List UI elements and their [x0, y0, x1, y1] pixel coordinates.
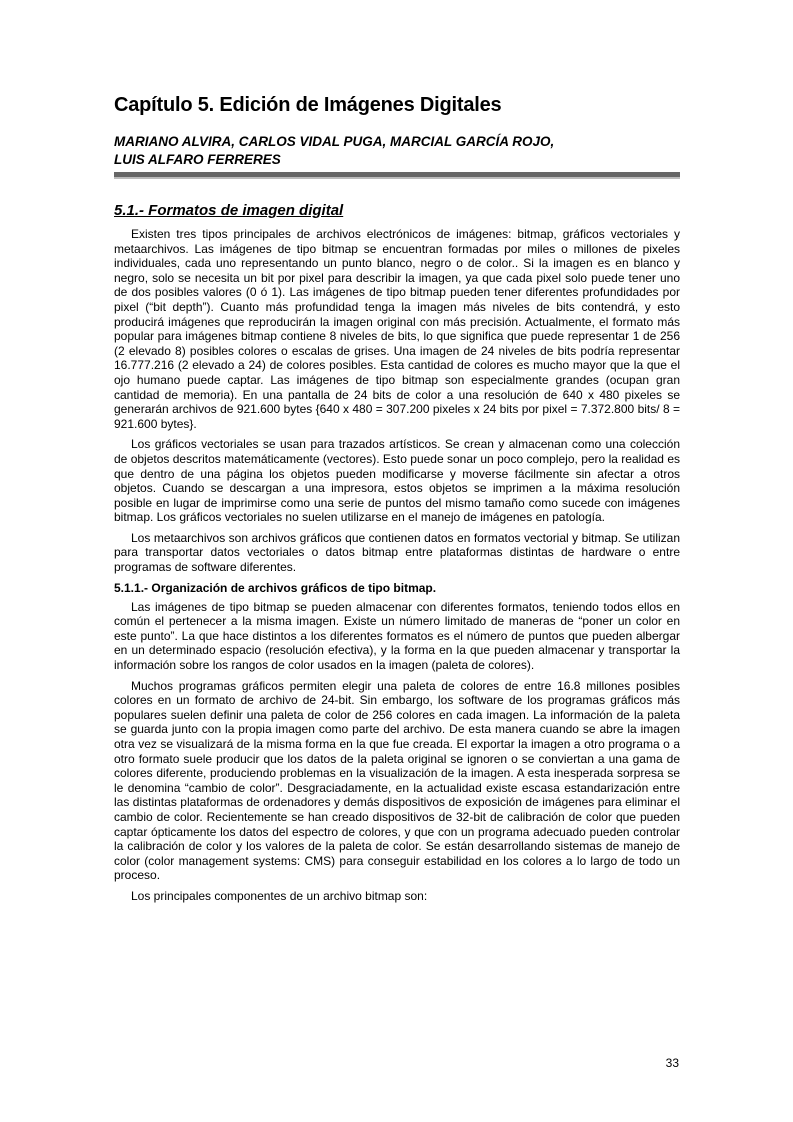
- section-paragraph-2: Los gráficos vectoriales se usan para trazados artísticos. Se crean y almacenan como una colección de objetos descritos matemáticamente (vectores). Esto puede sonar un poco complejo, pero la realidad es que dentro de una página los objetos pueden modificarse y moverse fácilmente sin afectar a otros objetos. Cuando se descargan a una impresora, estos objetos se imprimen a la máxima resolución posible en lugar de imprimirse como una serie de puntos del mismo tamaño como sucede con imágenes bitmap. Los gráficos vectoriales no suelen utilizarse en el manejo de imágenes en patología.: [114, 437, 680, 525]
- authors-line-2: LUIS ALFARO FERRERES: [114, 152, 281, 167]
- subsection-paragraph-2: Muchos programas gráficos permiten elegir una paleta de colores de entre 16.8 millones posibles colores en un formato de archivo de 24-bit. Sin embargo, los software de los programas gráficos más populares suelen definir una paleta de color de 256 colores en cada imagen. La información de la paleta se guarda junto con la propia imagen como parte del archivo. De esta manera cuando se abre la imagen otra vez se visualizará de la misma forma en la que fue creada. El exportar la imagen a otro programa o a otro formato suele producir que los datos de la paleta original se ignoren o se conviertan a una gama de colores diferente, produciendo problemas en la visualización de la imagen. A esta inesperada sorpresa se le denomina “cambio de color”. Desgraciadamente, en la actualidad existe escasa estandarización entre las distintas plataformas de ordenadores y demás dispositivos de exposición de imágenes para eliminar el cambio de color. Recientemente se han creado dispositivos de 32-bit de calibración de color que pueden captar ópticamente los datos del espectro de colores, y que con un programa adecuado pueden controlar la calibración de color y los valores de la paleta de color. Se están desarrollando sistemas de manejo de color (color management systems: CMS) para conseguir estabilidad en los colores a lo largo de todo un proceso.: [114, 678, 680, 883]
- section-title: 5.1.- Formatos de imagen digital: [114, 202, 344, 219]
- header-rule-shadow: [114, 177, 680, 179]
- section-paragraph-3: Los metaarchivos son archivos gráficos que contienen datos en formatos vectorial y bitmap. Se utilizan para transportar datos vectoriales o datos bitmap entre plataformas distintas de hardware o entre programas de software diferentes.: [114, 530, 680, 575]
- authors-line-1: MARIANO ALVIRA, CARLOS VIDAL PUGA, MARCIAL GARCÍA ROJO,: [114, 134, 555, 149]
- chapter-title: Capítulo 5. Edición de Imágenes Digitales: [114, 94, 502, 116]
- section-paragraph-1: Existen tres tipos principales de archivos electrónicos de imágenes: bitmap, gráficos vectoriales y metaarchivos. Las imágenes de tipo bitmap se encuentran formadas por miles o millones de pixeles individuales, cada uno representando un punto blanco, negro o de color.. Si la imagen es en blanco y negro, solo se necesita un bit por pixel para describir la imagen, ya que cada pixel solo puede tener uno de dos posibles valores (0 ó 1). Las imágenes de tipo bitmap pueden tener diferentes profundidades por pixel (“bit depth”). Cuanto más profundidad tenga la imagen más niveles de bits contendrá, y esto producirá imágenes que reproducirán la imagen original con más precisión. Actualmente, el formato más popular para imágenes bitmap contiene 8 niveles de bits, lo que significa que puede representar 1 de 256 (2 elevado 8) posibles colores o escalas de grises. Una imagen de 24 niveles de bits podría representar 16.777.216 (2 elevado a 24) de colores posibles. Esta cantidad de colores es mucho mayor que la que el ojo humano puede captar. Las imágenes de tipo bitmap son especialmente grandes (ocupan gran cantidad de memoria). En una pantalla de 24 bits de color a una resolución de 640 x 480 pixeles se generarán archivos de 921.600 bytes {640 x 480 = 307.200 pixeles x 24 bits por pixel = 7.372.800 bits/ 8 = 921.600 bytes}.: [114, 227, 680, 431]
- subsection-paragraph-1: Las imágenes de tipo bitmap se pueden almacenar con diferentes formatos, teniendo todos ellos en común el pertenecer a la misma imagen. Existe un número limitado de maneras de “poner un color en este punto”. La que hace distintos a los diferentes formatos es el número de puntos que pueden albergar en un determinado espacio (resolución efectiva), y la forma en la que pueden almacenar y transportar la información sobre los rangos de color usados en la imagen (paleta de colores).: [114, 599, 680, 673]
- chapter-authors: [114, 133, 554, 169]
- page-number: 33: [665, 1056, 679, 1070]
- subsection-paragraph-3: Los principales componentes de un archivo bitmap son:: [131, 888, 428, 903]
- body-text: [114, 227, 680, 910]
- subsection-title: 5.1.1.- Organización de archivos gráficos de tipo bitmap.: [114, 580, 437, 595]
